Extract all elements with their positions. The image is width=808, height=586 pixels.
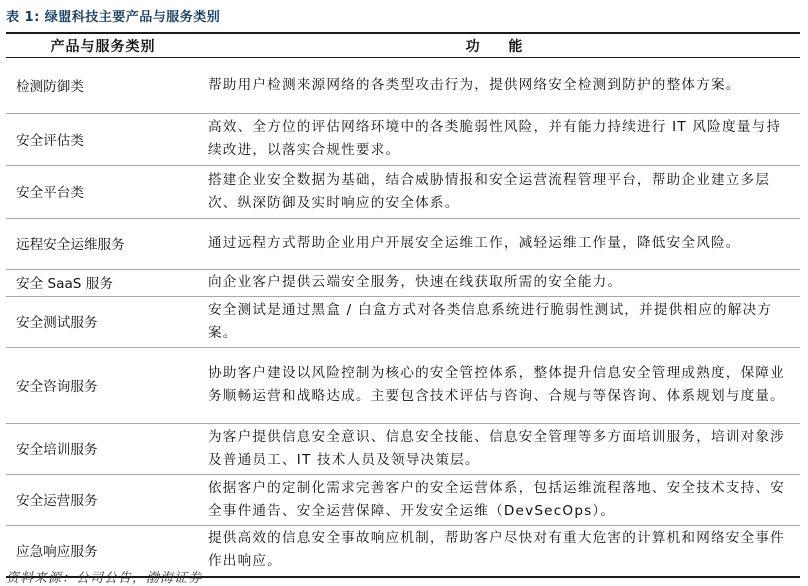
table-row bbox=[6, 58, 800, 114]
row-function: 依据客户的定制化需求完善客户的安全运营体系，包括运维流程落地、安全技术支持、安全事件通告、安全运营保障、开发安全运维（DevSecOps）。 bbox=[200, 475, 800, 526]
header-category: 产品与服务类别 bbox=[6, 33, 200, 58]
row-category: 安全咨询服务 bbox=[6, 348, 200, 424]
row-category: 安全运营服务 bbox=[6, 475, 200, 526]
row-function: 搭建企业安全数据为基础，结合威胁情报和安全运营流程管理平台，帮助企业建立多层次、纵深防御及实时响应的安全体系。 bbox=[200, 166, 800, 219]
row-category: 安全评估类 bbox=[6, 114, 200, 166]
row-category: 安全培训服务 bbox=[6, 424, 200, 475]
table-row bbox=[6, 297, 800, 348]
table-header-row bbox=[6, 33, 800, 58]
row-function: 协助客户建设以风险控制为核心的安全管控体系，整体提升信息安全管理成熟度，保障业务顺畅运营和战略达成。主要包含技术评估与咨询、合规与等保咨询、体系规划与度量。 bbox=[200, 348, 800, 424]
table-row bbox=[6, 475, 800, 526]
row-category: 应急响应服务 bbox=[6, 526, 200, 577]
table-row bbox=[6, 270, 800, 297]
row-function: 帮助用户检测来源网络的各类型攻击行为，提供网络安全检测到防护的整体方案。 bbox=[200, 58, 800, 114]
row-function: 安全测试是通过黑盒 / 白盒方式对各类信息系统进行脆弱性测试，并提供相应的解决方案。 bbox=[200, 297, 800, 348]
row-category: 安全测试服务 bbox=[6, 297, 200, 348]
table-caption: 表 1: 绿盟科技主要产品与服务类别 bbox=[6, 10, 221, 25]
products-services-table bbox=[6, 32, 800, 578]
row-function: 高效、全方位的评估网络环境中的各类脆弱性风险，并有能力持续进行 IT 风险度量与持续改进，以落实合规性要求。 bbox=[200, 114, 800, 166]
row-category: 远程安全运维服务 bbox=[6, 219, 200, 270]
table-row bbox=[6, 424, 800, 475]
row-function: 提供高效的信息安全事故响应机制，帮助客户尽快对有重大危害的计算机和网络安全事件作出响应。 bbox=[200, 526, 800, 577]
table-row bbox=[6, 348, 800, 424]
row-function: 向企业客户提供云端安全服务，快速在线获取所需的安全能力。 bbox=[200, 270, 800, 297]
row-category: 检测防御类 bbox=[6, 58, 200, 114]
header-function: 功 能 bbox=[200, 33, 800, 58]
row-function: 为客户提供信息安全意识、信息安全技能、信息安全管理等多方面培训服务，培训对象涉及普通员工、IT 技术人员及领导决策层。 bbox=[200, 424, 800, 475]
row-category: 安全 SaaS 服务 bbox=[6, 270, 200, 297]
source-note: 资料来源：公司公告，渤海证券 bbox=[6, 571, 203, 586]
table-row bbox=[6, 166, 800, 219]
table-row bbox=[6, 114, 800, 166]
table-row bbox=[6, 219, 800, 270]
row-category: 安全平台类 bbox=[6, 166, 200, 219]
row-function: 通过远程方式帮助企业用户开展安全运维工作，减轻运维工作量，降低安全风险。 bbox=[200, 219, 800, 270]
